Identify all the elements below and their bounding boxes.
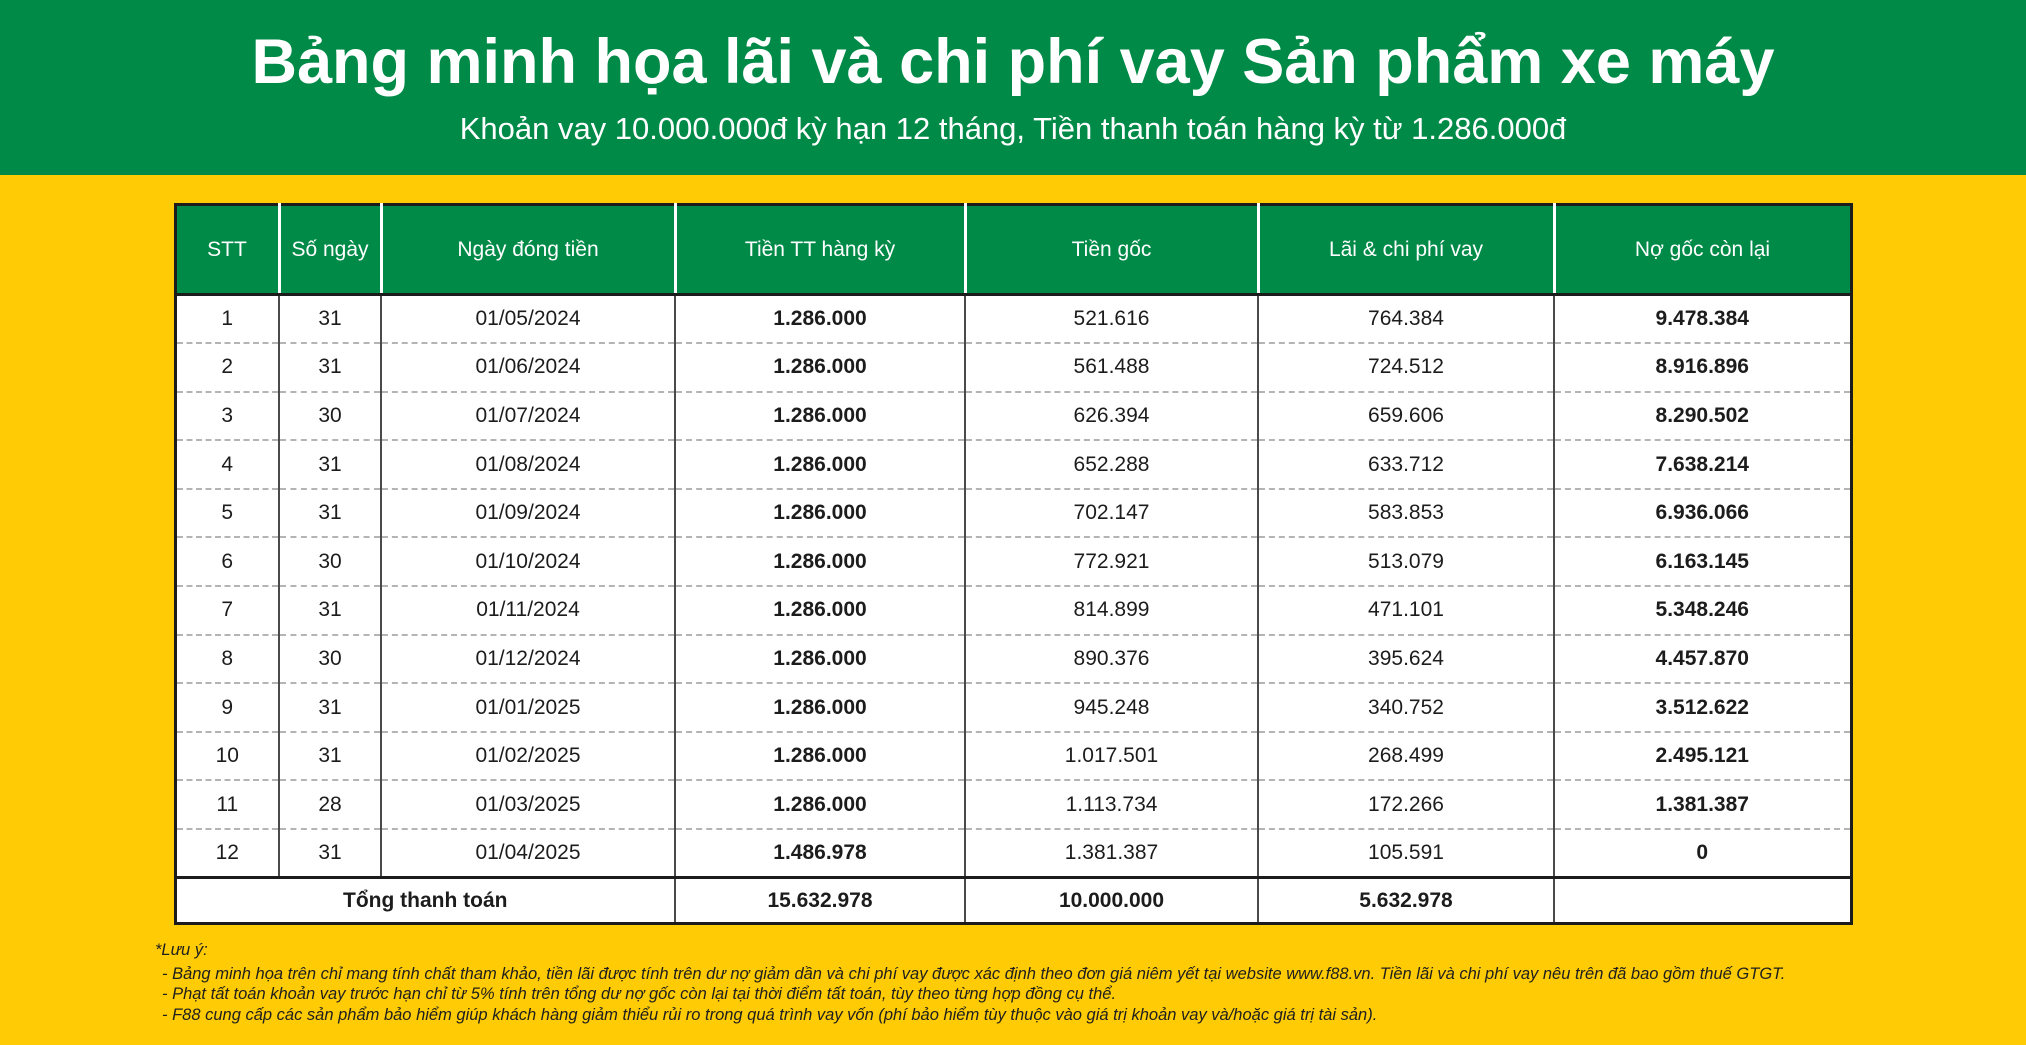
- column-header-so-ngay: Số ngày: [279, 205, 381, 295]
- table-cell: 31: [279, 343, 381, 392]
- header-banner: [0, 0, 2026, 175]
- table-cell: 268.499: [1258, 732, 1554, 781]
- column-header-tien-goc: Tiền gốc: [965, 205, 1258, 295]
- table-row: [175, 683, 1851, 732]
- table-cell: 5.348.246: [1554, 586, 1851, 635]
- table-cell: 01/03/2025: [381, 780, 675, 829]
- table-cell: 01/11/2024: [381, 586, 675, 635]
- table-cell: 1: [175, 295, 279, 344]
- column-header-tien-tt: Tiền TT hàng kỳ: [675, 205, 965, 295]
- table-cell: 31: [279, 683, 381, 732]
- table-row: [175, 780, 1851, 829]
- table-cell: 01/01/2025: [381, 683, 675, 732]
- table-cell: 764.384: [1258, 295, 1554, 344]
- table-cell: 1.286.000: [675, 732, 965, 781]
- table-cell: 31: [279, 732, 381, 781]
- total-interest-value: 5.632.978: [1258, 878, 1554, 924]
- footnotes: [155, 940, 1986, 1025]
- footnote-line-3: - F88 cung cấp các sản phẩm bảo hiểm giúp khách hàng giảm thiểu rủi ro trong quá trình vay vốn (phí bảo hiểm tùy thuộc vào giá trị khoản vay và/hoặc giá trị tài sản).: [162, 1005, 1378, 1024]
- amortization-table: [174, 203, 1853, 925]
- table-cell: 1.286.000: [675, 537, 965, 586]
- table-cell: 01/06/2024: [381, 343, 675, 392]
- footnote-title: *Lưu ý:: [155, 941, 208, 960]
- table-cell: 702.147: [965, 489, 1258, 538]
- table-cell: 105.591: [1258, 829, 1554, 878]
- table-cell: 6: [175, 537, 279, 586]
- table-cell: 4: [175, 440, 279, 489]
- table-row: [175, 537, 1851, 586]
- table-row: [175, 829, 1851, 878]
- table-cell: 01/02/2025: [381, 732, 675, 781]
- total-remaining-empty-cell: [1554, 878, 1851, 924]
- table-cell: 945.248: [965, 683, 1258, 732]
- table-cell: 31: [279, 586, 381, 635]
- table-cell: 10: [175, 732, 279, 781]
- table-cell: 30: [279, 537, 381, 586]
- table-cell: 1.286.000: [675, 489, 965, 538]
- header-row: [175, 205, 1851, 295]
- table-cell: 513.079: [1258, 537, 1554, 586]
- table-cell: 890.376: [965, 635, 1258, 684]
- table-cell: 31: [279, 489, 381, 538]
- table-cell: 01/07/2024: [381, 392, 675, 441]
- table-cell: 172.266: [1258, 780, 1554, 829]
- table-cell: 0: [1554, 829, 1851, 878]
- table-cell: 1.381.387: [1554, 780, 1851, 829]
- column-header-lai-chi-phi: Lãi & chi phí vay: [1258, 205, 1554, 295]
- table-cell: 31: [279, 295, 381, 344]
- table-cell: 724.512: [1258, 343, 1554, 392]
- footnote-line-1: - Bảng minh họa trên chỉ mang tính chất tham khảo, tiền lãi được tính trên dư nợ giảm dần và chi phí vay được xác định theo đơn giá niêm yết tại website www.f88.vn. Tiền lãi và chi phí vay nêu trên đã bao gồm thuế GTGT.: [162, 964, 1786, 983]
- table-cell: 583.853: [1258, 489, 1554, 538]
- table-cell: 2.495.121: [1554, 732, 1851, 781]
- table-cell: 1.286.000: [675, 683, 965, 732]
- table-cell: 9.478.384: [1554, 295, 1851, 344]
- table-cell: 6.936.066: [1554, 489, 1851, 538]
- table-cell: 561.488: [965, 343, 1258, 392]
- table-cell: 01/12/2024: [381, 635, 675, 684]
- table-cell: 626.394: [965, 392, 1258, 441]
- table-cell: 1.286.000: [675, 780, 965, 829]
- table-cell: 4.457.870: [1554, 635, 1851, 684]
- table-cell: 30: [279, 635, 381, 684]
- table-cell: 1.286.000: [675, 635, 965, 684]
- table-cell: 12: [215, 841, 239, 865]
- table-cell: 01/04/2025: [381, 829, 675, 878]
- table-cell: 2: [175, 343, 279, 392]
- table-cell: 01/10/2024: [381, 537, 675, 586]
- table-row: [175, 343, 1851, 392]
- table-cell: 1.286.000: [675, 392, 965, 441]
- table-cell: 340.752: [1258, 683, 1554, 732]
- total-row: [175, 878, 1851, 924]
- table-cell: 521.616: [965, 295, 1258, 344]
- table-cell: 1.381.387: [965, 829, 1258, 878]
- table-cell: 9: [175, 683, 279, 732]
- total-principal-value: 10.000.000: [965, 878, 1258, 924]
- table-cell: 3.512.622: [1554, 683, 1851, 732]
- table-cell: 31: [279, 829, 381, 878]
- table-cell: 3: [175, 392, 279, 441]
- table-cell: 1.486.978: [675, 829, 965, 878]
- table-cell: 6.163.145: [1554, 537, 1851, 586]
- table-cell: 471.101: [1258, 586, 1554, 635]
- table-body: [175, 295, 1851, 878]
- table-cell: 01/08/2024: [381, 440, 675, 489]
- column-header-stt: STT: [175, 205, 279, 295]
- table-cell: 7.638.214: [1554, 440, 1851, 489]
- table-cell: 772.921: [965, 537, 1258, 586]
- amortization-table-wrapper: [174, 203, 1853, 925]
- table-cell: 7: [175, 586, 279, 635]
- table-cell: 395.624: [1258, 635, 1554, 684]
- table-cell: 1.286.000: [675, 440, 965, 489]
- table-cell: 1.286.000: [675, 295, 965, 344]
- total-payment-value: 15.632.978: [675, 878, 965, 924]
- table-cell: 8.916.896: [1554, 343, 1851, 392]
- table-row: [175, 392, 1851, 441]
- table-cell: 814.899: [965, 586, 1258, 635]
- table-cell: 30: [279, 392, 381, 441]
- table-cell: 8: [175, 635, 279, 684]
- table-cell: 5: [175, 489, 279, 538]
- table-footer: [175, 878, 1851, 924]
- page-subtitle: Khoản vay 10.000.000đ kỳ hạn 12 tháng, Tiền thanh toán hàng kỳ từ 1.286.000đ: [459, 110, 1567, 146]
- table-cell: 11: [175, 780, 279, 829]
- table-row: [175, 635, 1851, 684]
- table-row: [175, 732, 1851, 781]
- table-row: [175, 295, 1851, 344]
- table-cell: 1.286.000: [675, 343, 965, 392]
- table-row: [175, 489, 1851, 538]
- total-label: Tổng thanh toán: [175, 878, 675, 924]
- table-cell: 1.017.501: [965, 732, 1258, 781]
- table-cell: 31: [279, 440, 381, 489]
- table-cell: 8.290.502: [1554, 392, 1851, 441]
- table-row: [175, 440, 1851, 489]
- column-header-ngay-dong-tien: Ngày đóng tiền: [381, 205, 675, 295]
- table-cell: 28: [279, 780, 381, 829]
- column-header-no-goc-con-lai: Nợ gốc còn lại: [1554, 205, 1851, 295]
- table-cell: 01/09/2024: [381, 489, 675, 538]
- table-cell: 1.286.000: [675, 586, 965, 635]
- page-title: Bảng minh họa lãi và chi phí vay Sản phẩm xe máy: [251, 27, 1775, 98]
- table-row: [175, 586, 1851, 635]
- table-cell: 633.712: [1258, 440, 1554, 489]
- table-cell: 1.113.734: [965, 780, 1258, 829]
- table-cell: 01/05/2024: [381, 295, 675, 344]
- table-cell: 659.606: [1258, 392, 1554, 441]
- table-cell: 652.288: [965, 440, 1258, 489]
- table-header: [175, 205, 1851, 295]
- footnote-line-2: - Phạt tất toán khoản vay trước hạn chỉ từ 5% tính trên tổng dư nợ gốc còn lại tại thời điểm tất toán, tùy theo từng hợp đồng cụ thể.: [162, 985, 1117, 1004]
